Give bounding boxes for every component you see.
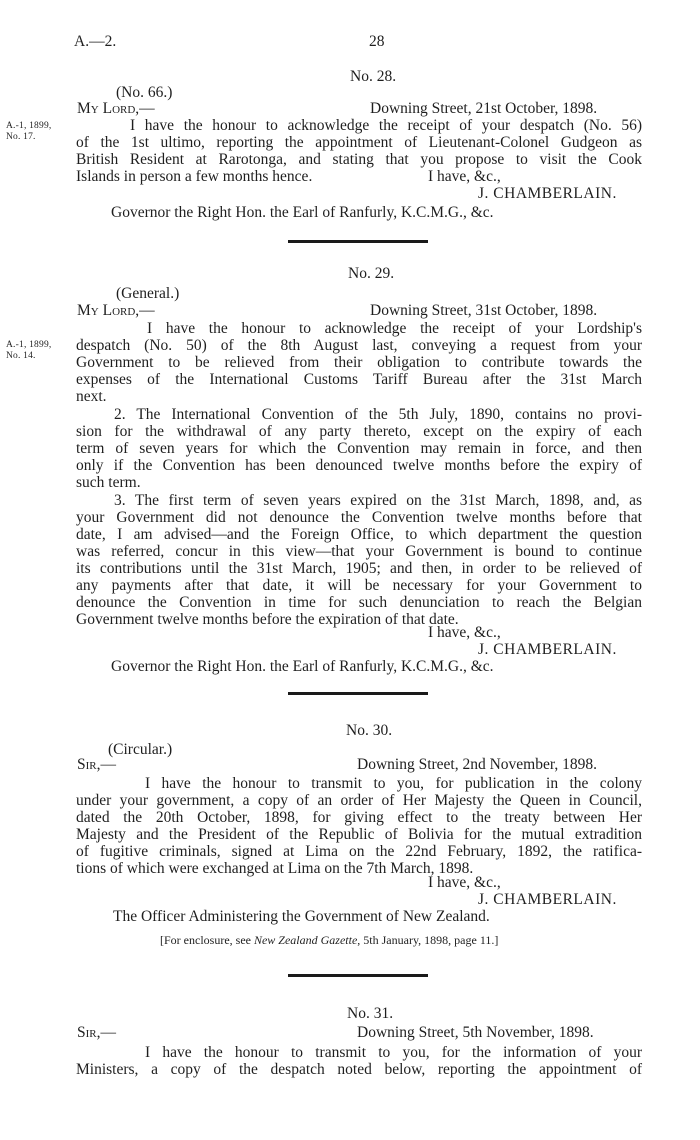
salutation: Sir,— — [77, 1024, 116, 1041]
body-line: term of seven years for which the Convention may remain in force, and then — [76, 440, 642, 457]
body-line: only if the Convention has been denounced twelve months before the expiry of — [76, 457, 642, 474]
letter-number: No. 28. — [350, 68, 397, 85]
body-line: of the 1st ultimo, reporting the appointment of Lieutenant-Colonel Gudgeon as — [76, 134, 642, 151]
body-line: I have the honour to transmit to you, for publication in the colony — [145, 775, 642, 792]
letter-number: No. 31. — [347, 1005, 394, 1022]
salutation: Sir,— — [77, 756, 116, 773]
closing: I have, &c., — [428, 874, 501, 891]
body-line: British Resident at Rarotonga, and stating that you propose to visit the Cook — [76, 151, 642, 168]
signature: J. CHAMBERLAIN. — [478, 891, 617, 908]
body-line: I have the honour to acknowledge the receipt of your Lordship's — [147, 320, 642, 337]
addressee: Governor the Right Hon. the Earl of Ranfurly, K.C.M.G., &c. — [111, 204, 494, 221]
body-line: expenses of the International Customs Tariff Bureau after the 31st March — [76, 371, 642, 388]
body-line: any payments after that date, it will be necessary for your Government to — [76, 577, 642, 594]
salutation: My Lord,— — [77, 100, 155, 117]
dateline: Downing Street, 31st October, 1898. — [370, 302, 598, 319]
margin-reference: A.-1, 1899, — [6, 340, 52, 350]
page-header-left: A.—2. — [74, 33, 117, 50]
body-line: your Government did not denounce the Convention twelve months before that — [76, 509, 642, 526]
signature: J. CHAMBERLAIN. — [478, 641, 617, 658]
gazette-title: New Zealand Gazette — [253, 933, 358, 947]
margin-reference: No. 14. — [6, 351, 36, 361]
body-line: of fugitive criminals, signed at Lima on the 22nd February, 1892, the ratifica- — [76, 843, 642, 860]
body-line: its contributions until the 31st March, 1905; and then, in order to be relieved of — [76, 560, 642, 577]
section-divider — [288, 240, 428, 243]
dateline: Downing Street, 21st October, 1898. — [370, 100, 598, 117]
section-divider — [288, 692, 428, 695]
dateline: Downing Street, 5th November, 1898. — [357, 1024, 594, 1041]
body-line: despatch (No. 50) of the 8th August last, conveying a request from your — [76, 337, 642, 354]
addressee: Governor the Right Hon. the Earl of Ranfurly, K.C.M.G., &c. — [111, 658, 494, 675]
margin-reference: No. 17. — [6, 132, 36, 142]
body-line: date, I am advised—and the Foreign Office, to which department the question — [76, 526, 642, 543]
dateline: Downing Street, 2nd November, 1898. — [357, 756, 598, 773]
section-divider — [288, 974, 428, 977]
body-line: such term. — [76, 474, 141, 491]
body-line: denounce the Convention in time for such denunciation to reach the Belgian — [76, 594, 642, 611]
body-line: Islands in person a few months hence. — [76, 168, 313, 185]
salutation: My Lord,— — [77, 302, 155, 319]
body-line: I have the honour to transmit to you, for the information of your — [145, 1044, 642, 1061]
page-number: 28 — [369, 33, 385, 50]
enclosure-suffix: , 5th January, 1898, page 11.] — [357, 933, 499, 947]
body-line: tions of which were exchanged at Lima on the 7th March, 1898. — [76, 860, 474, 877]
body-line: next. — [76, 388, 107, 405]
body-line: Government twelve months before the expiration of that date. — [76, 611, 459, 628]
letter-designation: (Circular.) — [108, 741, 173, 758]
letter-number: No. 30. — [346, 722, 393, 739]
body-line: sion for the withdrawal of any party thereto, except on the expiry of each — [76, 423, 642, 440]
enclosure-prefix: [For enclosure, see — [160, 933, 254, 947]
signature: J. CHAMBERLAIN. — [478, 185, 617, 202]
body-line: 3. The first term of seven years expired on the 31st March, 1898, and, as — [114, 492, 642, 509]
closing: I have, &c., — [428, 168, 501, 185]
body-line: dated the 20th October, 1898, for giving effect to the treaty between Her — [76, 809, 642, 826]
body-line: was referred, concur in this view—that your Government is bound to continue — [76, 543, 642, 560]
letter-designation: (General.) — [116, 285, 180, 302]
letter-number: No. 29. — [348, 265, 395, 282]
body-line: under your government, a copy of an order of Her Majesty the Queen in Council, — [76, 792, 642, 809]
enclosure-note — [160, 933, 498, 948]
body-line: 2. The International Convention of the 5th July, 1890, contains no provi- — [114, 406, 642, 423]
margin-reference: A.-1, 1899, — [6, 121, 52, 131]
addressee: The Officer Administering the Government of New Zealand. — [113, 908, 490, 925]
body-line: Government to be relieved from their obligation to contribute towards the — [76, 354, 642, 371]
body-line: Majesty and the President of the Republic of Bolivia for the mutual extradition — [76, 826, 642, 843]
letter-designation: (No. 66.) — [116, 84, 173, 101]
body-line: Ministers, a copy of the despatch noted below, reporting the appointment of — [76, 1061, 642, 1078]
closing: I have, &c., — [428, 624, 501, 641]
body-line: I have the honour to acknowledge the receipt of your despatch (No. 56) — [130, 117, 642, 134]
